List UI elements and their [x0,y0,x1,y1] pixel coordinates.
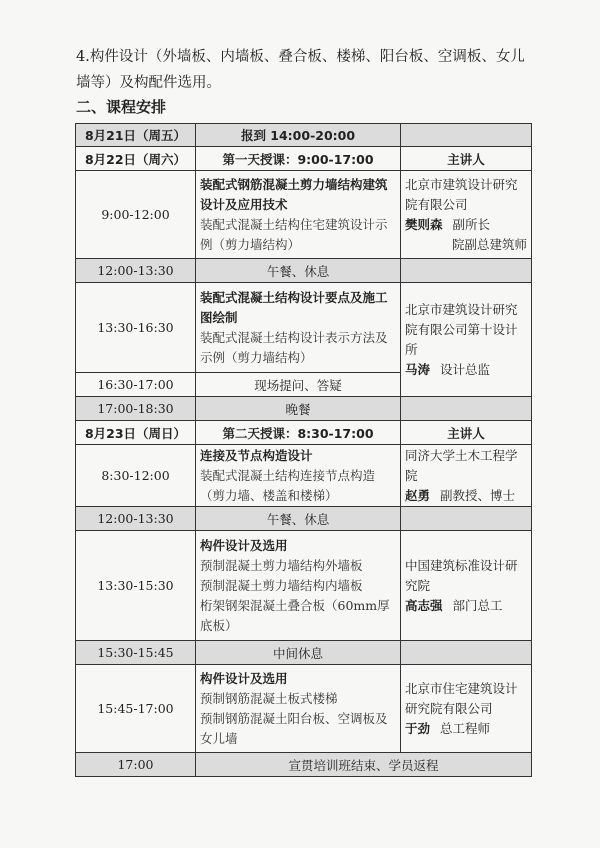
session-topic: 装配式钢筋混凝土剪力墙结构建筑设计及应用技术 [200,176,388,212]
table-row [76,147,532,171]
lecturer-org: 中国建筑标准设计研究院 [405,557,518,593]
lecturer-org: 北京市住宅建筑设计研究院有限公司 [405,680,518,716]
time-cell: 15:30-15:45 [76,641,196,665]
event-cell: 午餐、休息 [196,507,401,531]
lecturer-title: 总工程师 [440,720,491,736]
table-row [76,641,532,665]
lecturer-title: 副所长 [452,216,491,232]
empty-cell [401,259,532,283]
session-cell [196,283,401,373]
lecturer-title: 部门总工 [452,597,503,613]
table-row [76,445,532,507]
session-detail: 预制混凝土剪力墙结构内墙板 [200,577,363,593]
session-detail: 装配式混凝土结构住宅建筑设计示例（剪力墙结构） [200,216,388,252]
lecturer-cell [401,283,532,397]
event-cell: 报到 14:00-20:00 [196,124,401,147]
session-topic: 构件设计及选用 [200,670,288,686]
table-row [76,753,532,777]
lecturer-title: 副教授、博士 [440,487,516,503]
table-row [76,397,532,421]
table-row [76,421,532,445]
event-cell: 晚餐 [196,397,401,421]
session-cell [196,665,401,753]
event-cell: 午餐、休息 [196,259,401,283]
event-cell: 现场提问、答疑 [196,373,401,397]
date-cell: 8月22日（周六） [76,147,196,171]
lecturer-name: 马涛 [405,361,431,377]
lecturer-name: 高志强 [405,597,443,613]
schedule-table [75,123,532,777]
table-row [76,531,532,641]
table-row [76,283,532,373]
session-topic: 连接及节点构造设计 [200,447,313,463]
lecturer-cell [401,665,532,753]
lecturer-header: 主讲人 [401,421,532,445]
intro-paragraph: 4.构件设计（外墙板、内墙板、叠合板、楼梯、阳台板、空调板、女儿墙等）及构配件选用。 [76,49,525,91]
session-cell [196,171,401,259]
lecturer-title: 设计总监 [440,361,491,377]
lecturer-title-2: 院副总建筑师 [451,236,527,252]
session-topic: 构件设计及选用 [200,537,288,553]
event-cell: 第二天授课：8:30-17:00 [196,421,401,445]
session-cell [196,531,401,641]
time-cell: 8:30-12:00 [76,445,196,507]
table-row [76,259,532,283]
session-detail: 桁架钢架混凝土叠合板（60mm厚底板） [200,597,390,633]
lecturer-org: 北京市建筑设计研究院有限公司 [405,176,518,212]
time-cell: 12:00-13:30 [76,259,196,283]
lecturer-cell [401,171,532,259]
session-detail: 装配式混凝土结构设计表示方法及示例（剪力墙结构） [200,329,388,365]
time-cell: 13:30-15:30 [76,531,196,641]
date-cell: 8月23日（周日） [76,421,196,445]
date-cell: 8月21日（周五） [76,124,196,147]
time-cell: 17:00 [76,753,196,777]
event-cell: 中间休息 [196,641,401,665]
empty-cell [401,124,532,147]
table-row [76,507,532,531]
table-row [76,171,532,259]
time-cell: 16:30-17:00 [76,373,196,397]
time-cell: 9:00-12:00 [76,171,196,259]
session-detail: 预制钢筋混凝土板式楼梯 [200,690,338,706]
event-cell: 第一天授课：9:00-17:00 [196,147,401,171]
section-heading: 二、课程安排 [76,98,167,116]
lecturer-name: 樊则森 [405,216,443,232]
lecturer-name: 于劲 [405,720,431,736]
time-cell: 17:00-18:30 [76,397,196,421]
empty-cell [401,641,532,665]
time-cell: 15:45-17:00 [76,665,196,753]
lecturer-org: 北京市建筑设计研究院有限公司第十设计所 [405,301,518,357]
lecturer-org: 同济大学土木工程学院 [405,447,518,483]
session-detail: 预制混凝土剪力墙结构外墙板 [200,557,363,573]
table-row [76,665,532,753]
lecturer-cell [401,445,532,507]
lecturer-header: 主讲人 [401,147,532,171]
event-cell: 宣贯培训班结束、学员返程 [196,753,532,777]
empty-cell [401,507,532,531]
lecturer-cell [401,531,532,641]
table-row [76,124,532,147]
empty-cell [401,397,532,421]
session-topic: 装配式混凝土结构设计要点及施工图绘制 [200,289,388,325]
session-detail: 装配式混凝土结构连接节点构造（剪力墙、楼盖和楼梯） [200,467,376,503]
session-detail: 预制钢筋混凝土阳台板、空调板及女儿墙 [200,710,388,746]
time-cell: 13:30-16:30 [76,283,196,373]
time-cell: 12:00-13:30 [76,507,196,531]
session-cell [196,445,401,507]
lecturer-name: 赵勇 [405,487,431,503]
